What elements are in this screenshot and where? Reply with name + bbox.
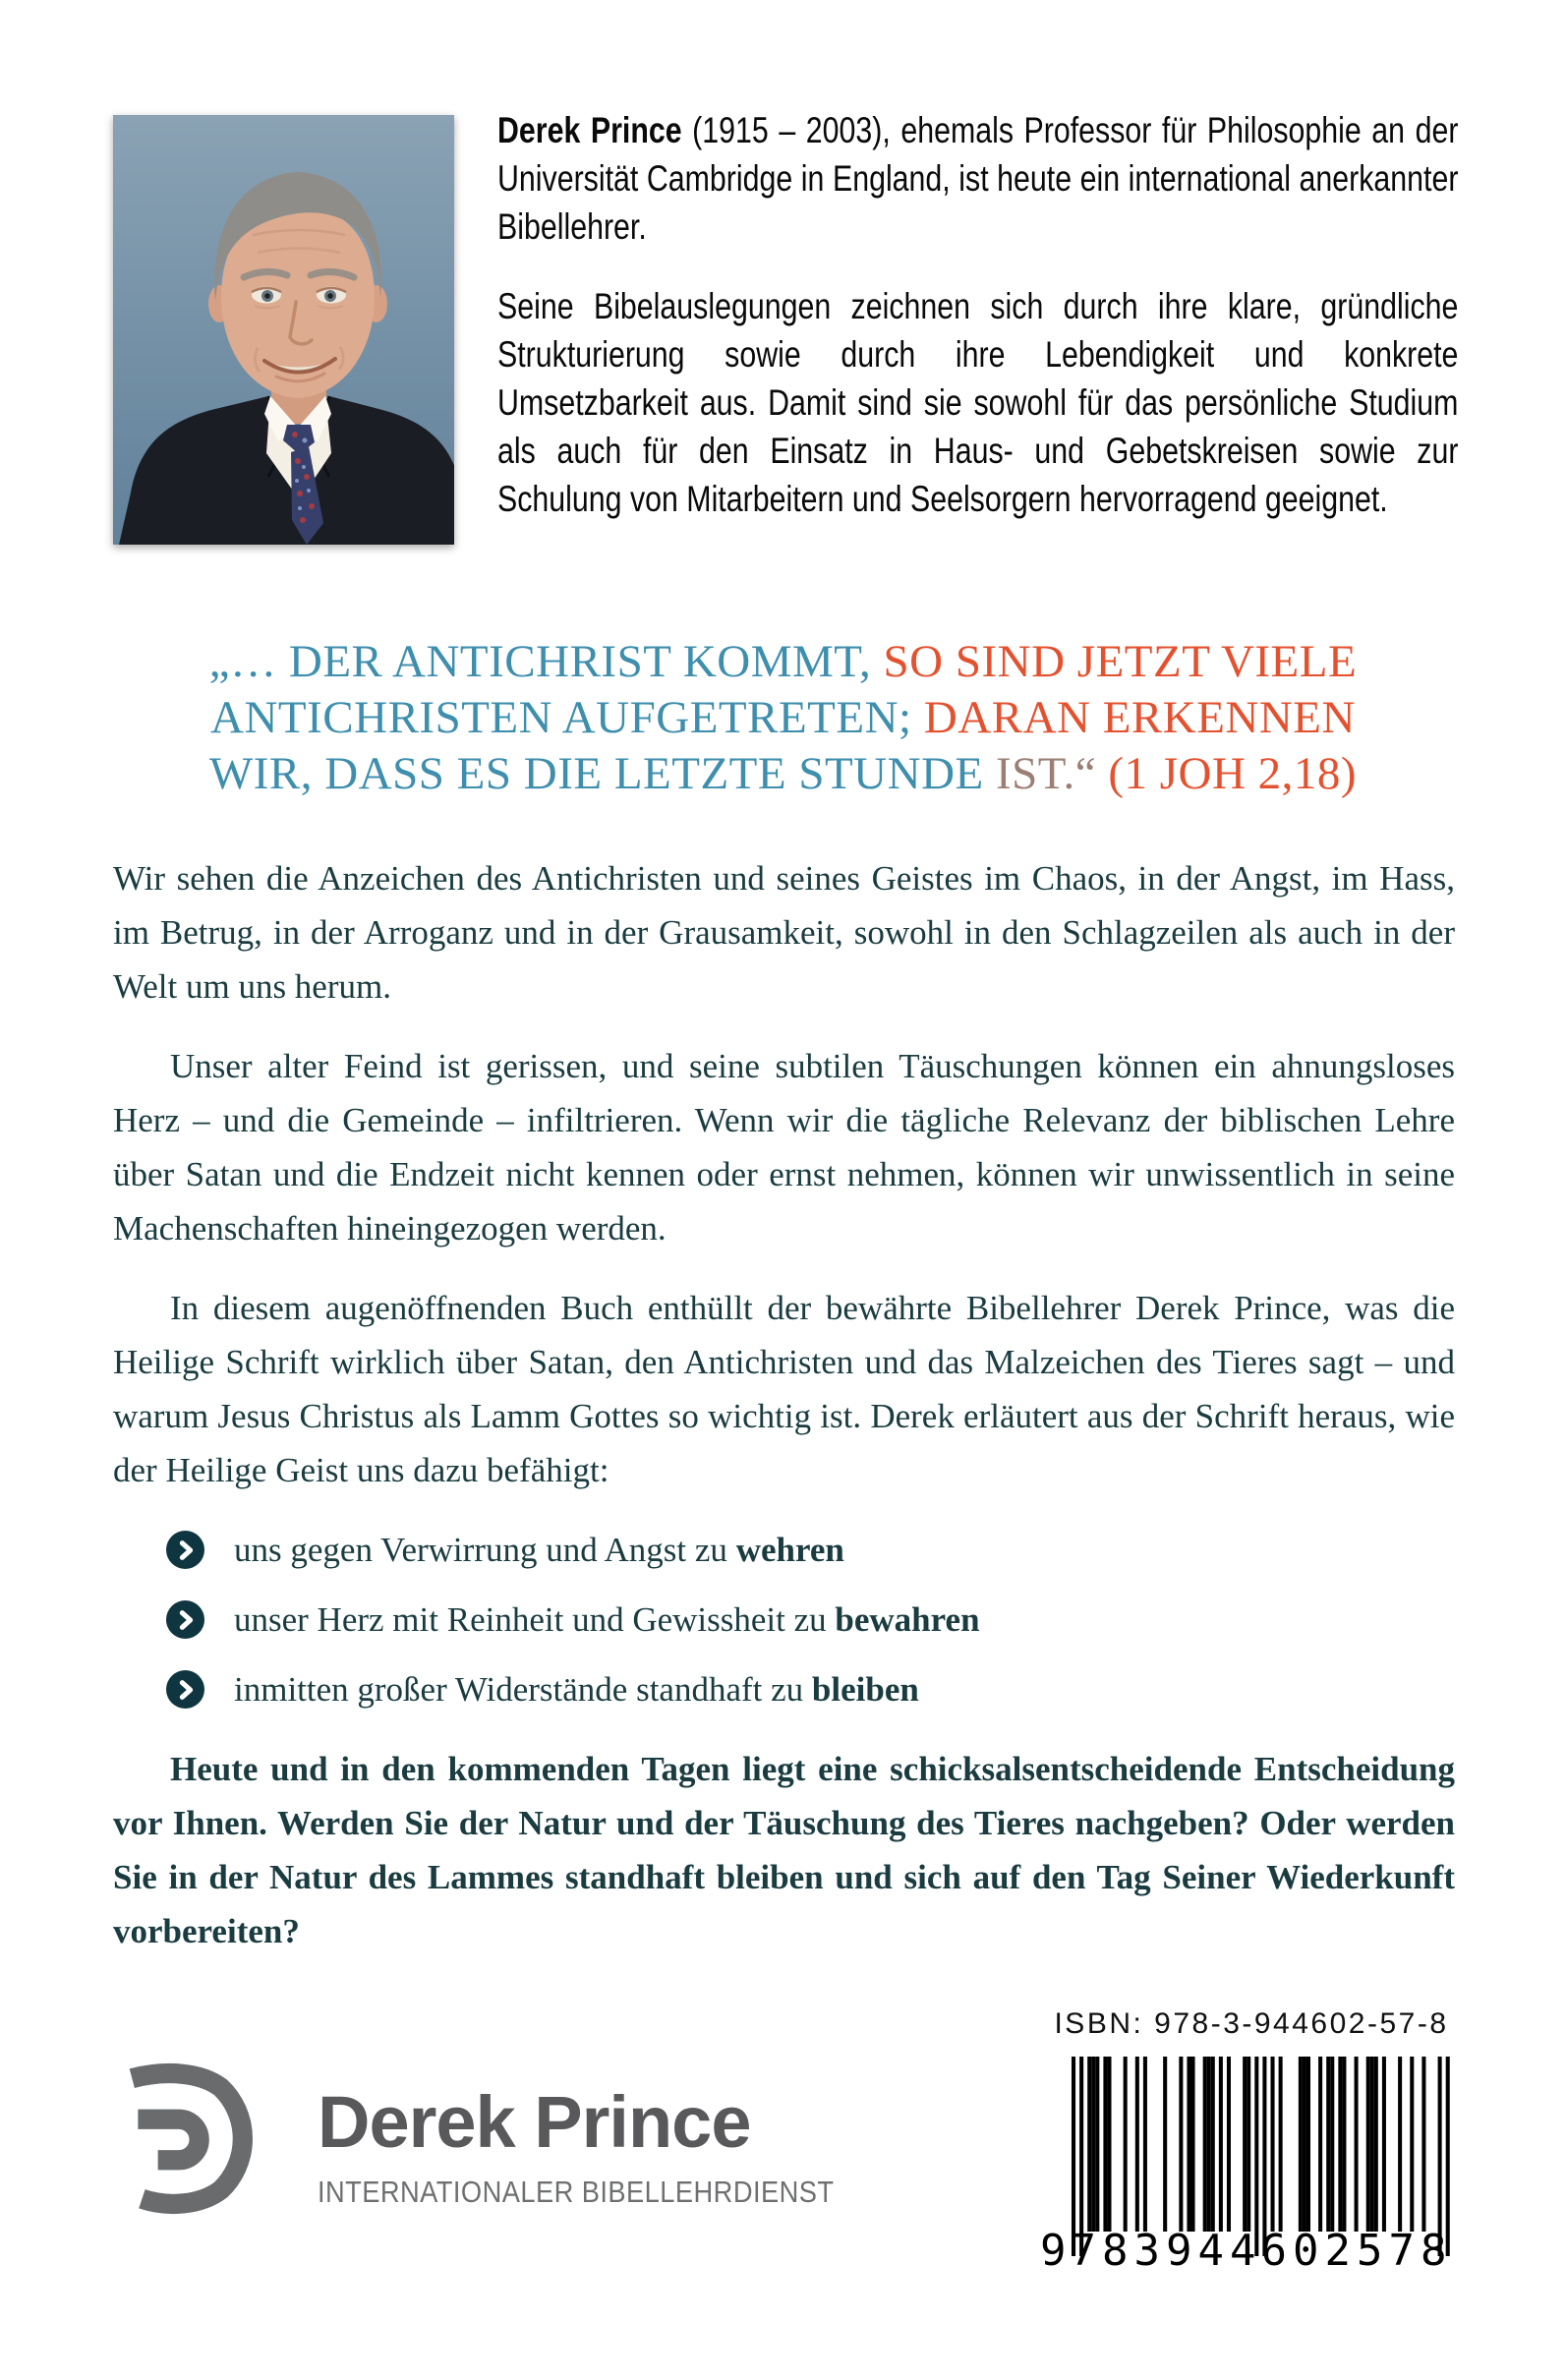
bullet-item-text: inmitten großer Widerstände standhaft zu bleiben [234, 1670, 919, 1709]
quote-line-1: „… DER ANTICHRIST KOMMT, SO SIND JETZT VIELE [208, 636, 1358, 687]
bio-paragraph-2: Seine Bibelauslegungen zeichnen sich durch ihre klare, gründliche Strukturierung sowie durch ihre Lebendigkeit und konkrete Umsetzbarkeit aus. Damit sind sie sowohl für das persönliche Studium als auch für den Einsatz in Haus- und Gebetskreisen sowie zur Schulung von Mitarbeitern und Seelsorgern hervorragend geeignet. [497, 286, 1459, 519]
scripture-quote [79, 634, 1487, 802]
synopsis [113, 851, 1455, 1984]
bullet-list [113, 1523, 1455, 1716]
closing-question: Heute und in den kommenden Tagen liegt eine schicksalsentscheidende Entscheidung vor Ihnen. Werden Sie der Natur und der Täuschung des Tieres nachgeben? Oder werden Sie in der Natur des Lammes standhaft bleiben und sich auf den Tag Seiner Wiederkunft vorbereiten? [113, 1750, 1455, 1950]
publisher-subtitle: INTERNATIONALER BIBELLEHRDIENST [318, 2175, 835, 2209]
bullet-item-3 [166, 1662, 1455, 1716]
bio-paragraph-1 [497, 106, 1458, 251]
author-name: Derek Prince [497, 110, 682, 150]
synopsis-paragraph-2: Unser alter Feind ist gerissen, und seine subtilen Täuschungen können ein ahnungsloses Herz – und die Gemeinde – infiltrieren. Wenn wir die tägliche Relevanz der biblischen Lehre über Satan und die Endzeit nicht kennen oder ernst nehmen, können wir unwissentlich in seine Machenschaften hineingezogen werden. [113, 1047, 1455, 1248]
quote-line-3: WIR, DASS ES DIE LETZTE STUNDE IST.“ (1 JOH 2,18) [208, 748, 1358, 799]
publisher-name: Derek Prince [318, 2081, 751, 2163]
publisher-text [318, 2062, 904, 2210]
author-bio [497, 106, 1458, 554]
publisher-block [111, 2062, 904, 2215]
chevron-circle-icon [166, 1670, 204, 1709]
svg-text:783944: 783944 [1070, 2226, 1262, 2276]
isbn-label: ISBN: 978-3-944602-57-8 [1054, 2007, 1449, 2040]
ean13-barcode [1040, 2057, 1463, 2288]
bullet-item-2 [166, 1593, 1455, 1647]
synopsis-paragraph-3: In diesem augenöffnenden Buch enthüllt der bewährte Bibellehrer Derek Prince, was die Heilige Schrift wirklich über Satan, den Antichristen und das Malzeichen des Tieres sagt – und warum Jesus Christus als Lamm Gottes so wichtig ist. Derek erläutert aus der Schrift heraus, wie der Heilige Geist uns dazu befähigt: [113, 1289, 1455, 1489]
derek-prince-logo-icon [111, 2062, 261, 2215]
portrait-illustration [113, 115, 454, 545]
author-photo [113, 115, 454, 545]
isbn-block [1040, 2007, 1463, 2288]
bullet-item-text: unser Herz mit Reinheit und Gewissheit zu bewahren [234, 1600, 980, 1639]
synopsis-paragraph-1: Wir sehen die Anzeichen des Antichristen und seines Geistes im Chaos, in der Angst, im Hass, im Betrug, in der Arroganz und in der Grausamkeit, sowohl in den Schlagzeilen als auch in der Welt um uns herum. [113, 859, 1455, 1006]
chevron-circle-icon [166, 1531, 204, 1569]
bio-paragraph-1-text: (1915 – 2003), ehemals Professor für Philosophie an der Universität Cambridge in England, ist heute ein international anerkannter Bibellehrer. [497, 110, 1459, 247]
chevron-circle-icon [166, 1600, 204, 1639]
bullet-item-1 [166, 1523, 1455, 1577]
svg-text:9: 9 [1040, 2226, 1067, 2276]
svg-text:602578: 602578 [1260, 2226, 1453, 2276]
bullet-item-text: uns gegen Verwirrung und Angst zu wehren [234, 1531, 844, 1569]
quote-line-2: ANTICHRISTEN AUFGETRETEN; DARAN ERKENNEN [210, 692, 1356, 743]
